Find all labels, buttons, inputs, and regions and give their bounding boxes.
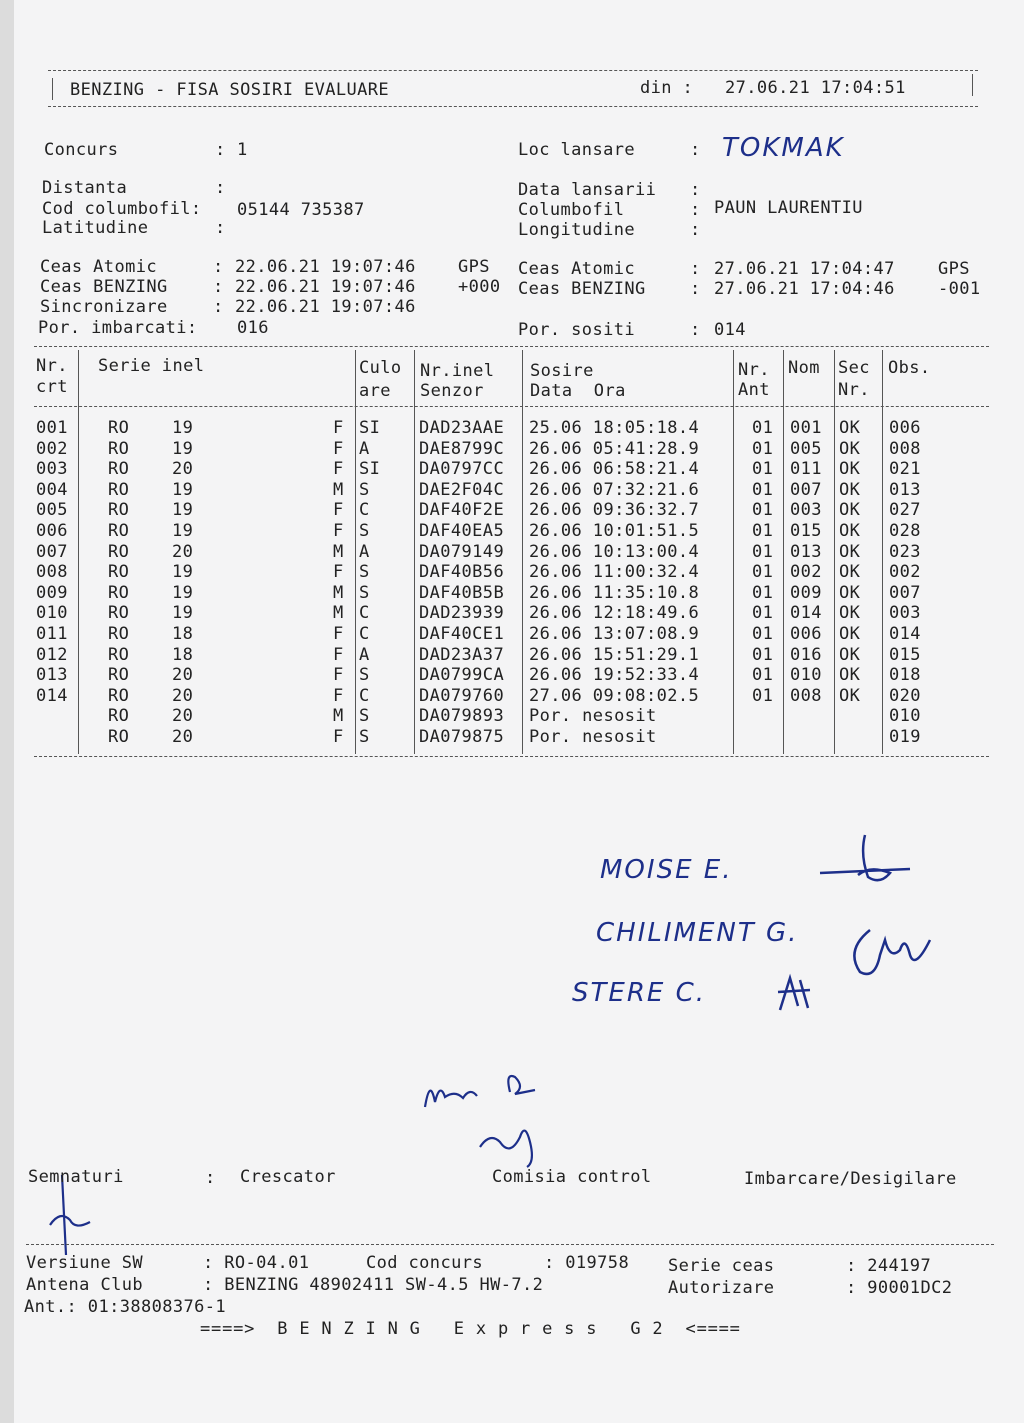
cell-sec: OK bbox=[839, 685, 861, 706]
columbofil-label: Columbofil bbox=[518, 200, 625, 220]
cell-an: 20 bbox=[172, 459, 194, 480]
cell-sec: OK bbox=[839, 665, 861, 686]
header-top-rule bbox=[48, 70, 978, 71]
cell-ant: 01 bbox=[752, 582, 774, 603]
distanta-label: Distanta bbox=[42, 178, 128, 198]
cell-nr: 002 bbox=[36, 438, 68, 459]
cell-ant: 01 bbox=[752, 500, 774, 521]
column-header: Nr. bbox=[36, 356, 68, 376]
column-header: Nom bbox=[788, 358, 820, 378]
column-header: Obs. bbox=[888, 358, 931, 378]
table-column-divider bbox=[783, 350, 784, 754]
cell-an: 18 bbox=[172, 644, 194, 665]
cell-obs: 021 bbox=[889, 459, 921, 480]
clock-label: Ceas Atomic bbox=[518, 259, 635, 279]
signature-4 bbox=[415, 1062, 575, 1172]
cell-sosire: 26.06 05:41:28.9 bbox=[529, 438, 700, 459]
concurs-sep: : bbox=[215, 140, 226, 160]
cell-cul: SI bbox=[359, 418, 381, 438]
cell-sosire: 26.06 11:35:10.8 bbox=[529, 582, 700, 603]
cell-nr: 006 bbox=[36, 521, 68, 541]
sositi-value: 014 bbox=[714, 320, 746, 340]
column-header: Sosire bbox=[530, 361, 594, 381]
cell-ant: 01 bbox=[752, 603, 774, 624]
versiune-value: : RO-04.01 bbox=[203, 1253, 310, 1273]
table-column-divider bbox=[733, 350, 734, 754]
cell-senzor: DA079149 bbox=[419, 541, 505, 562]
cell-sex: F bbox=[333, 644, 344, 665]
latitudine-label: Latitudine bbox=[42, 218, 149, 238]
cell-senzor: DAD23939 bbox=[419, 603, 505, 624]
columbofil-value: PAUN LAURENTIU bbox=[714, 198, 863, 218]
loc-lansare-handwritten: TOKMAK bbox=[722, 133, 845, 163]
signature-1 bbox=[810, 825, 920, 890]
clock-sep: : bbox=[213, 257, 224, 277]
cell-senzor: DA079760 bbox=[419, 685, 505, 706]
handwritten-name-1: MOISE E. bbox=[600, 855, 733, 885]
sositi-sep: : bbox=[690, 320, 701, 340]
clock-label: Ceas BENZING bbox=[518, 279, 646, 299]
cell-sex: F bbox=[333, 727, 344, 747]
cell-sosire: 26.06 06:58:21.4 bbox=[529, 459, 700, 480]
cell-sec: OK bbox=[839, 582, 861, 603]
cell-an: 19 bbox=[172, 603, 194, 624]
cell-nom: 010 bbox=[790, 665, 822, 686]
table-column-divider bbox=[522, 350, 523, 754]
cell-an: 19 bbox=[172, 582, 194, 603]
cell-nom: 014 bbox=[790, 603, 822, 624]
cell-obs: 015 bbox=[889, 644, 921, 665]
cell-cul: S bbox=[359, 706, 370, 727]
cell-nr: 014 bbox=[36, 685, 68, 706]
cell-sec: OK bbox=[839, 479, 861, 500]
cell-nom: 013 bbox=[790, 541, 822, 562]
cell-nom: 015 bbox=[790, 521, 822, 541]
imbarcati-value: 016 bbox=[237, 318, 269, 338]
cell-cul: S bbox=[359, 479, 370, 500]
semnaturi-label: Semnaturi bbox=[28, 1167, 124, 1187]
clock-sep: : bbox=[690, 259, 701, 279]
clock-label: Ceas Atomic bbox=[40, 257, 157, 277]
cod-columbofil-label: Cod columbofil: bbox=[42, 199, 202, 219]
cell-cul: S bbox=[359, 521, 370, 541]
column-header: Culo bbox=[359, 358, 402, 378]
report-date-label: din : bbox=[640, 78, 694, 98]
cell-senzor: DAD23AAE bbox=[419, 418, 505, 438]
device-brand-banner: ====> B E N Z I N G E x p r e s s G 2 <==== bbox=[200, 1319, 741, 1339]
cell-obs: 006 bbox=[889, 418, 921, 438]
cell-sec: OK bbox=[839, 562, 861, 583]
clock-label: Sincronizare bbox=[40, 297, 168, 317]
cell-nom: 001 bbox=[790, 418, 822, 438]
cell-an: 20 bbox=[172, 685, 194, 706]
cell-sex: M bbox=[333, 541, 344, 562]
versiune-label: Versiune SW bbox=[26, 1253, 143, 1273]
cell-sex: M bbox=[333, 582, 344, 603]
cell-sec: OK bbox=[839, 644, 861, 665]
cell-an: 19 bbox=[172, 562, 194, 583]
cell-sosire: 26.06 12:18:49.6 bbox=[529, 603, 700, 624]
cell-tara: RO bbox=[108, 418, 130, 438]
cell-tara: RO bbox=[108, 479, 130, 500]
cell-sosire: 27.06 09:08:02.5 bbox=[529, 685, 700, 706]
cell-sec: OK bbox=[839, 603, 861, 624]
cell-an: 20 bbox=[172, 541, 194, 562]
cell-nom: 006 bbox=[790, 624, 822, 644]
cell-tara: RO bbox=[108, 438, 130, 459]
cell-sec: OK bbox=[839, 500, 861, 521]
cell-obs: 019 bbox=[889, 727, 921, 747]
cell-nr: 005 bbox=[36, 500, 68, 521]
cell-ant: 01 bbox=[752, 521, 774, 541]
cell-obs: 013 bbox=[889, 479, 921, 500]
antena-value: : BENZING 48902411 SW-4.5 HW-7.2 bbox=[203, 1275, 544, 1295]
clock-extra: -001 bbox=[938, 279, 981, 299]
cell-cul: S bbox=[359, 727, 370, 747]
column-header: Nr.inel bbox=[420, 361, 495, 381]
cell-obs: 020 bbox=[889, 685, 921, 706]
cell-cul: C bbox=[359, 685, 370, 706]
cell-an: 20 bbox=[172, 727, 194, 747]
cell-ant: 01 bbox=[752, 438, 774, 459]
cell-ant: 01 bbox=[752, 562, 774, 583]
cell-sex: F bbox=[333, 685, 344, 706]
clock-sep: : bbox=[213, 297, 224, 317]
cell-tara: RO bbox=[108, 582, 130, 603]
table-column-divider bbox=[355, 350, 356, 754]
table-rule bbox=[34, 406, 989, 407]
cell-sex: M bbox=[333, 706, 344, 727]
report-title: BENZING - FISA SOSIRI EVALUARE bbox=[70, 80, 390, 100]
cell-obs: 028 bbox=[889, 521, 921, 541]
columbofil-sep: : bbox=[690, 200, 701, 220]
cell-cul: C bbox=[359, 500, 370, 521]
cell-cul: A bbox=[359, 644, 370, 665]
cell-sex: M bbox=[333, 603, 344, 624]
cell-nr: 013 bbox=[36, 665, 68, 686]
cell-cul: S bbox=[359, 562, 370, 583]
imbarcare-label: Imbarcare/Desigilare bbox=[744, 1169, 957, 1189]
cell-cul: A bbox=[359, 541, 370, 562]
clock-value: 22.06.21 19:07:46 bbox=[235, 257, 416, 277]
cell-sex: F bbox=[333, 521, 344, 541]
sositi-label: Por. sositi bbox=[518, 320, 635, 340]
column-header: Ant bbox=[738, 380, 770, 400]
cell-sex: F bbox=[333, 459, 344, 480]
cell-nom: 009 bbox=[790, 582, 822, 603]
cell-an: 19 bbox=[172, 521, 194, 541]
clock-value: 22.06.21 19:07:46 bbox=[235, 297, 416, 317]
header-bottom-rule bbox=[48, 106, 978, 107]
cell-nr: 007 bbox=[36, 541, 68, 562]
cell-obs: 007 bbox=[889, 582, 921, 603]
autorizare-label: Autorizare bbox=[668, 1278, 775, 1298]
cell-senzor: DAE2F04C bbox=[419, 479, 505, 500]
signature-2 bbox=[840, 910, 940, 985]
cell-tara: RO bbox=[108, 624, 130, 644]
cell-sosire: 26.06 07:32:21.6 bbox=[529, 479, 700, 500]
footer-rule bbox=[26, 1244, 994, 1245]
cell-tara: RO bbox=[108, 644, 130, 665]
cell-senzor: DA079893 bbox=[419, 706, 505, 727]
cell-nom: 002 bbox=[790, 562, 822, 583]
cell-tara: RO bbox=[108, 685, 130, 706]
cell-an: 20 bbox=[172, 706, 194, 727]
cell-senzor: DAF40CE1 bbox=[419, 624, 505, 644]
cell-tara: RO bbox=[108, 706, 130, 727]
column-header: crt bbox=[36, 377, 68, 397]
cell-an: 19 bbox=[172, 438, 194, 459]
table-column-divider bbox=[834, 350, 835, 754]
cell-obs: 008 bbox=[889, 438, 921, 459]
data-lansarii-sep: : bbox=[690, 180, 701, 200]
cell-sosire: 26.06 09:36:32.7 bbox=[529, 500, 700, 521]
cell-sosire: Por. nesosit bbox=[529, 727, 657, 747]
cell-sosire: Por. nesosit bbox=[529, 706, 657, 727]
serie-ceas-label: Serie ceas bbox=[668, 1256, 775, 1276]
cell-nr: 010 bbox=[36, 603, 68, 624]
semnaturi-sep: : bbox=[205, 1168, 216, 1188]
cell-sosire: 25.06 18:05:18.4 bbox=[529, 418, 700, 438]
cell-sosire: 26.06 10:13:00.4 bbox=[529, 541, 700, 562]
signature-3 bbox=[770, 970, 820, 1015]
cell-sec: OK bbox=[839, 438, 861, 459]
clock-sep: : bbox=[690, 279, 701, 299]
cell-senzor: DAE8799C bbox=[419, 438, 505, 459]
column-header: Nr. bbox=[738, 360, 770, 380]
clock-label: Ceas BENZING bbox=[40, 277, 168, 297]
cell-senzor: DAF40B56 bbox=[419, 562, 505, 583]
cell-ant: 01 bbox=[752, 541, 774, 562]
table-column-divider bbox=[78, 350, 79, 754]
cell-obs: 014 bbox=[889, 624, 921, 644]
cell-obs: 023 bbox=[889, 541, 921, 562]
cell-nom: 003 bbox=[790, 500, 822, 521]
loc-lansare-sep: : bbox=[690, 140, 701, 160]
cell-tara: RO bbox=[108, 665, 130, 686]
antenna-id-line: Ant.: 01:38808376-1 bbox=[24, 1297, 227, 1317]
cell-nr: 003 bbox=[36, 459, 68, 480]
cell-tara: RO bbox=[108, 727, 130, 747]
antena-label: Antena Club bbox=[26, 1275, 143, 1295]
cell-nom: 011 bbox=[790, 459, 822, 480]
column-header: Data Ora bbox=[530, 381, 626, 401]
handwritten-name-2: CHILIMENT G. bbox=[596, 918, 799, 948]
comisia-control-label: Comisia control bbox=[492, 1167, 652, 1187]
cell-obs: 002 bbox=[889, 562, 921, 583]
cell-tara: RO bbox=[108, 459, 130, 480]
loc-lansare-label: Loc lansare bbox=[518, 140, 635, 160]
cell-nom: 005 bbox=[790, 438, 822, 459]
cell-ant: 01 bbox=[752, 644, 774, 665]
cell-senzor: DAF40EA5 bbox=[419, 521, 505, 541]
cell-tara: RO bbox=[108, 521, 130, 541]
handwritten-name-3: STERE C. bbox=[572, 978, 706, 1008]
cell-sex: F bbox=[333, 562, 344, 583]
cell-tara: RO bbox=[108, 541, 130, 562]
table-rule bbox=[34, 346, 989, 347]
cell-cul: C bbox=[359, 624, 370, 644]
cell-ant: 01 bbox=[752, 665, 774, 686]
distanta-sep: : bbox=[215, 178, 226, 198]
cell-sosire: 26.06 11:00:32.4 bbox=[529, 562, 700, 583]
cell-sosire: 26.06 15:51:29.1 bbox=[529, 644, 700, 665]
cell-an: 19 bbox=[172, 479, 194, 500]
data-lansarii-label: Data lansarii bbox=[518, 180, 657, 200]
cell-sex: F bbox=[333, 438, 344, 459]
table-column-divider bbox=[414, 350, 415, 754]
cell-ant: 01 bbox=[752, 418, 774, 438]
cell-tara: RO bbox=[108, 500, 130, 521]
cell-sosire: 26.06 10:01:51.5 bbox=[529, 521, 700, 541]
cell-senzor: DAD23A37 bbox=[419, 644, 505, 665]
cell-sec: OK bbox=[839, 459, 861, 480]
cell-nr: 009 bbox=[36, 582, 68, 603]
cell-senzor: DA0799CA bbox=[419, 665, 505, 686]
clock-value: 27.06.21 17:04:47 bbox=[714, 259, 895, 279]
cell-sex: F bbox=[333, 665, 344, 686]
cell-senzor: DA079875 bbox=[419, 727, 505, 747]
cell-ant: 01 bbox=[752, 624, 774, 644]
cell-cul: C bbox=[359, 603, 370, 624]
latitudine-sep: : bbox=[215, 218, 226, 238]
cell-nr: 008 bbox=[36, 562, 68, 583]
clock-sep: : bbox=[213, 277, 224, 297]
cell-cul: S bbox=[359, 665, 370, 686]
table-column-divider bbox=[882, 350, 883, 754]
cell-an: 19 bbox=[172, 500, 194, 521]
cell-sex: F bbox=[333, 624, 344, 644]
header-right-bar bbox=[972, 74, 973, 96]
imbarcati-label: Por. imbarcati: bbox=[38, 318, 198, 338]
cell-ant: 01 bbox=[752, 479, 774, 500]
crescator-label: Crescator bbox=[240, 1167, 336, 1187]
clock-extra: GPS bbox=[938, 259, 970, 279]
cell-sosire: 26.06 19:52:33.4 bbox=[529, 665, 700, 686]
cell-an: 18 bbox=[172, 624, 194, 644]
cell-cul: A bbox=[359, 438, 370, 459]
cell-obs: 003 bbox=[889, 603, 921, 624]
cell-sex: M bbox=[333, 479, 344, 500]
concurs-label: Concurs bbox=[44, 140, 119, 160]
cod-concurs-value: : 019758 bbox=[544, 1253, 630, 1273]
column-header: Nr. bbox=[838, 380, 870, 400]
cell-sec: OK bbox=[839, 541, 861, 562]
cell-nom: 016 bbox=[790, 644, 822, 665]
cell-an: 19 bbox=[172, 418, 194, 438]
cell-senzor: DA0797CC bbox=[419, 459, 505, 480]
cell-tara: RO bbox=[108, 562, 130, 583]
cell-ant: 01 bbox=[752, 685, 774, 706]
cell-sex: F bbox=[333, 500, 344, 521]
column-header: Serie inel bbox=[98, 356, 205, 376]
cell-nr: 011 bbox=[36, 624, 68, 644]
cell-nr: 001 bbox=[36, 418, 68, 438]
serie-ceas-value: : 244197 bbox=[846, 1256, 932, 1276]
cell-sec: OK bbox=[839, 624, 861, 644]
longitudine-sep: : bbox=[690, 220, 701, 240]
cell-sec: OK bbox=[839, 418, 861, 438]
cell-sex: F bbox=[333, 418, 344, 438]
cell-nr: 004 bbox=[36, 479, 68, 500]
cell-nom: 007 bbox=[790, 479, 822, 500]
cell-sosire: 26.06 13:07:08.9 bbox=[529, 624, 700, 644]
header-left-bar bbox=[52, 78, 53, 100]
clock-value: 22.06.21 19:07:46 bbox=[235, 277, 416, 297]
cell-senzor: DAF40B5B bbox=[419, 582, 505, 603]
table-rule bbox=[34, 756, 989, 757]
clock-value: 27.06.21 17:04:46 bbox=[714, 279, 895, 299]
cell-nr: 012 bbox=[36, 644, 68, 665]
cell-ant: 01 bbox=[752, 459, 774, 480]
cell-tara: RO bbox=[108, 603, 130, 624]
cell-cul: SI bbox=[359, 459, 381, 480]
longitudine-label: Longitudine bbox=[518, 220, 635, 240]
report-date-value: 27.06.21 17:04:51 bbox=[725, 78, 906, 98]
cell-nom: 008 bbox=[790, 685, 822, 706]
cell-an: 20 bbox=[172, 665, 194, 686]
cell-senzor: DAF40F2E bbox=[419, 500, 505, 521]
cod-concurs-label: Cod concurs bbox=[366, 1253, 483, 1273]
autorizare-value: : 90001DC2 bbox=[846, 1278, 953, 1298]
cell-sec: OK bbox=[839, 521, 861, 541]
clock-extra: +000 bbox=[458, 277, 501, 297]
cell-obs: 027 bbox=[889, 500, 921, 521]
column-header: Sec bbox=[838, 358, 870, 378]
cell-obs: 010 bbox=[889, 706, 921, 727]
clock-extra: GPS bbox=[458, 257, 490, 277]
concurs-value: 1 bbox=[237, 140, 248, 160]
cell-obs: 018 bbox=[889, 665, 921, 686]
cod-columbofil-value: 05144 735387 bbox=[237, 200, 365, 220]
column-header: Senzor bbox=[420, 381, 484, 401]
cell-cul: S bbox=[359, 582, 370, 603]
column-header: are bbox=[359, 381, 391, 401]
